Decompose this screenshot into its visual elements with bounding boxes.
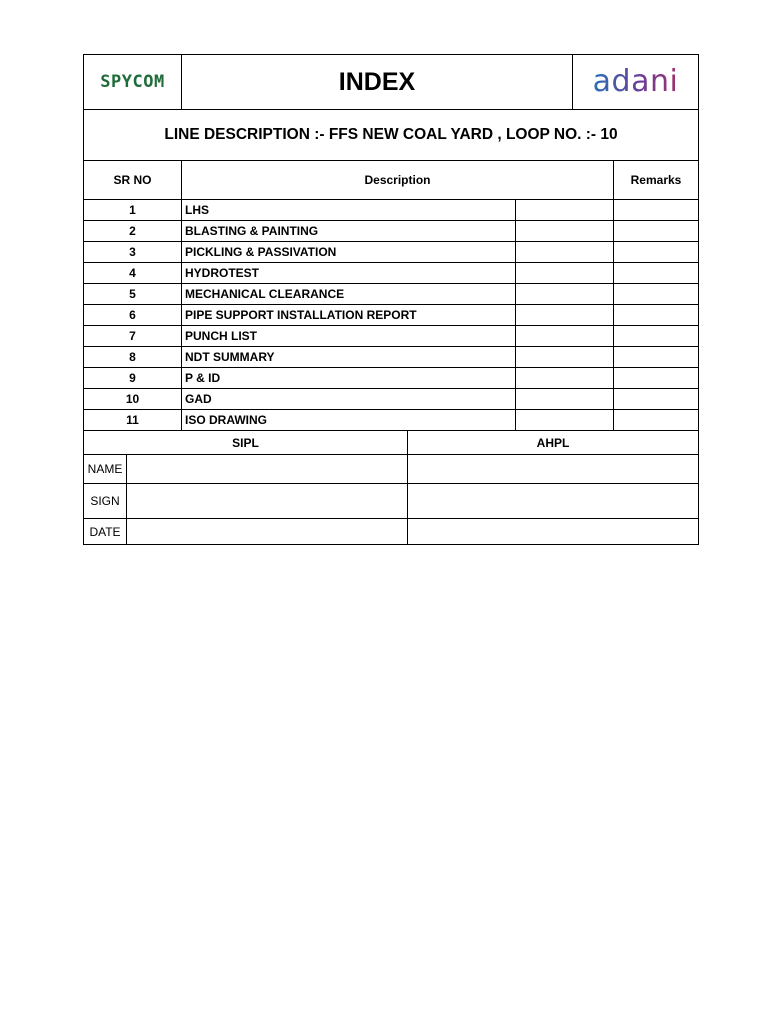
table-row (84, 241, 698, 262)
spycom-logo (84, 55, 181, 109)
item-blank-cell[interactable] (515, 389, 613, 409)
adani-logo (572, 55, 698, 109)
table-row (84, 325, 698, 346)
signature-header-row (84, 430, 698, 454)
table-row (84, 283, 698, 304)
item-description: MECHANICAL CLEARANCE (181, 284, 515, 304)
item-remarks-cell[interactable] (613, 200, 698, 220)
item-blank-cell[interactable] (515, 263, 613, 283)
column-header-description: Description (181, 161, 613, 199)
item-description: BLASTING & PAINTING (181, 221, 515, 241)
ahpl-sign-field[interactable] (407, 484, 698, 518)
item-sr-no: 9 (129, 371, 136, 385)
item-remarks-cell[interactable] (613, 389, 698, 409)
item-remarks-cell[interactable] (613, 368, 698, 388)
sipl-sign-field[interactable] (126, 484, 407, 518)
header-row (84, 55, 698, 109)
table-row (84, 409, 698, 430)
table-row (84, 367, 698, 388)
item-remarks-cell[interactable] (613, 305, 698, 325)
table-row (84, 346, 698, 367)
item-description: P & ID (181, 368, 515, 388)
item-sr-no: 1 (129, 203, 136, 217)
item-description: NDT SUMMARY (181, 347, 515, 367)
sign-row (84, 483, 698, 518)
item-remarks-cell[interactable] (613, 221, 698, 241)
item-description: PIPE SUPPORT INSTALLATION REPORT (181, 305, 515, 325)
item-description: LHS (181, 200, 515, 220)
item-description: PICKLING & PASSIVATION (181, 242, 515, 262)
column-header-sr-no: SR NO (113, 173, 152, 187)
name-row (84, 454, 698, 483)
item-blank-cell[interactable] (515, 200, 613, 220)
item-sr-no: 6 (129, 308, 136, 322)
line-description-row (84, 109, 698, 160)
item-sr-no: 8 (129, 350, 136, 364)
item-blank-cell[interactable] (515, 284, 613, 304)
ahpl-date-field[interactable] (407, 519, 698, 544)
sign-label: SIGN (90, 494, 120, 508)
item-sr-no: 10 (125, 392, 140, 406)
ahpl-header: AHPL (407, 431, 698, 454)
item-blank-cell[interactable] (515, 410, 613, 430)
item-remarks-cell[interactable] (613, 410, 698, 430)
item-remarks-cell[interactable] (613, 284, 698, 304)
item-blank-cell[interactable] (515, 368, 613, 388)
table-row (84, 262, 698, 283)
ahpl-name-field[interactable] (407, 455, 698, 483)
item-description: GAD (181, 389, 515, 409)
item-description: ISO DRAWING (181, 410, 515, 430)
item-blank-cell[interactable] (515, 347, 613, 367)
item-sr-no: 5 (129, 287, 136, 301)
date-label: DATE (89, 524, 121, 539)
name-label: NAME (87, 462, 123, 476)
item-description: HYDROTEST (181, 263, 515, 283)
column-header-row (84, 160, 698, 199)
item-description: PUNCH LIST (181, 326, 515, 346)
date-row (84, 518, 698, 544)
item-remarks-cell[interactable] (613, 326, 698, 346)
item-blank-cell[interactable] (515, 242, 613, 262)
item-blank-cell[interactable] (515, 305, 613, 325)
item-sr-no: 3 (129, 245, 136, 259)
adani-logo-text: adani (592, 64, 679, 99)
item-sr-no: 11 (126, 413, 139, 427)
item-blank-cell[interactable] (515, 326, 613, 346)
sipl-date-field[interactable] (126, 519, 407, 544)
sipl-header: SIPL (232, 435, 259, 450)
item-sr-no: 7 (129, 329, 136, 343)
sipl-name-field[interactable] (126, 455, 407, 483)
item-remarks-cell[interactable] (613, 347, 698, 367)
table-row (84, 199, 698, 220)
item-remarks-cell[interactable] (613, 263, 698, 283)
items-table (84, 199, 698, 430)
table-row (84, 388, 698, 409)
line-description: LINE DESCRIPTION :- FFS NEW COAL YARD , LOOP NO. :- 10 (164, 126, 618, 143)
column-header-remarks: Remarks (613, 161, 698, 199)
table-row (84, 304, 698, 325)
spycom-logo-text: SPYCOM (100, 72, 165, 92)
item-remarks-cell[interactable] (613, 242, 698, 262)
page-title: INDEX (181, 55, 572, 109)
index-sheet (83, 54, 699, 545)
item-blank-cell[interactable] (515, 221, 613, 241)
item-sr-no: 2 (129, 224, 136, 238)
item-sr-no: 4 (129, 266, 136, 280)
table-row (84, 220, 698, 241)
